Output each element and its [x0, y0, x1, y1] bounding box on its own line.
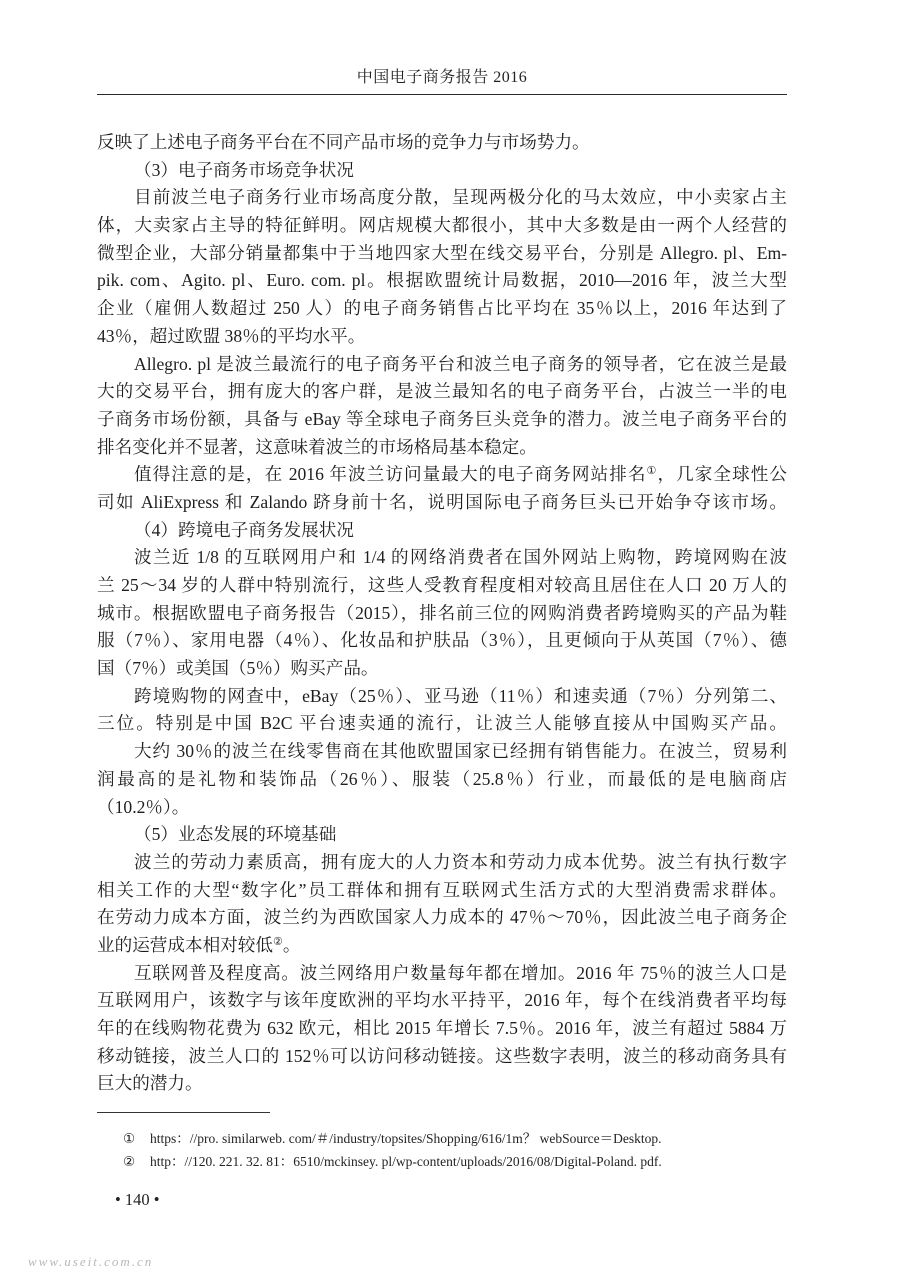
text-line: 互联网普及程度高。波兰网络用户数量每年都在增加。2016 年 75％的波兰人口是 [134, 962, 787, 983]
text-line: 兰 25～34 岁的人群中特别流行，这些人受教育程度相对较高且居住在人口 20 万人的 [97, 575, 787, 595]
text-line: 国（7％）或美国（5％）购买产品。 [97, 658, 379, 679]
text-line: 巨大的潜力。 [97, 1073, 203, 1094]
text-line: 润最高的是礼物和装饰品（26％）、服装（25.8％）行业，而最低的是电脑商店 [97, 768, 787, 789]
text-line: 反映了上述电子商务平台在不同产品市场的竞争力与市场势力。 [97, 132, 590, 152]
line-text: ，几家全球性公 [657, 464, 787, 485]
text-line: 大的交易平台，拥有庞大的客户群，是波兰最知名的电子商务平台，占波兰一半的电 [97, 381, 787, 402]
text-line: 城市。根据欧盟电子商务报告（2015），排名前三位的网购消费者跨境购买的产品为鞋 [97, 602, 787, 623]
text-line: Allegro. pl 是波兰最流行的电子商务平台和波兰电子商务的领导者，它在波兰是最 [134, 353, 787, 374]
text-line: 波兰近 1/8 的互联网用户和 1/4 的网络消费者在国外网站上购物，跨境网购在波 [134, 547, 787, 568]
paragraph [97, 184, 787, 350]
text-line: 相关工作的大型“数字化”员工群体和拥有互联网式生活方式的大型消费需求群体。 [97, 879, 787, 900]
footnotes [97, 1127, 787, 1173]
text-line [97, 932, 787, 960]
text-line: pik. com、Agito. pl、Euro. com. pl。根据欧盟统计局数据，2010—2016 年，波兰大型 [97, 270, 787, 291]
text-line: 年的在线购物花费为 632 欧元，相比 2015 年增长 7.5％。2016 年，波兰有超过 5884 万 [97, 1018, 787, 1038]
text-line: 企业（雇佣人数超过 250 人）的电子商务销售占比平均在 35％以上，2016 年达到了 [97, 298, 787, 319]
watermark: www.useit.com.cn [28, 1254, 154, 1269]
footnote [97, 1127, 787, 1150]
paragraph [97, 738, 787, 821]
text-line: 体，大卖家占主导的特征鲜明。网店规模大都很小，其中大多数是由一两个人经营的 [97, 215, 787, 236]
text-line: 互联网用户，该数字与该年度欧洲的平均水平持平，2016 年，每个在线消费者平均每 [97, 990, 787, 1011]
footnote-text: http：//120. 221. 32. 81：6510/mckinsey. pl/wp-content/uploads/2016/08/Digital-Poland. pdf. [150, 1154, 662, 1169]
text-line: 大约 30％的波兰在线零售商在其他欧盟国家已经拥有销售能力。在波兰，贸易利 [134, 741, 787, 762]
footnote-marker: ② [272, 935, 283, 948]
footnote-mark: ② [123, 1154, 136, 1169]
footnote-text: https：//pro. similarweb. com/＃/industry/topsites/Shopping/616/1m？ webSource＝Desktop. [150, 1131, 662, 1146]
paragraph [97, 683, 787, 738]
text-line: 43％，超过欧盟 38％的平均水平。 [97, 325, 366, 346]
text-line [97, 461, 787, 489]
page-number: • 140 • [115, 1190, 160, 1209]
text-line: 在劳动力成本方面，波兰约为西欧国家人力成本的 47％～70％，因此波兰电子商务企 [97, 907, 787, 928]
footnote-rule [97, 1112, 270, 1113]
section-heading [97, 517, 787, 545]
line-text: 业的运营成本相对较低 [97, 934, 273, 955]
paragraph [97, 351, 787, 462]
footnote-marker: ① [646, 465, 658, 478]
line-text: 。 [282, 934, 301, 955]
text-line: 司如 AliExpress 和 Zalando 跻身前十名，说明国际电子商务巨头已开始争夺该市场。 [97, 491, 787, 512]
paragraph [97, 849, 787, 960]
body-text [97, 129, 787, 1098]
running-header: 中国电子商务报告 2016 [356, 69, 528, 86]
text-line: 移动链接，波兰人口的 152％可以访问移动链接。这些数字表明，波兰的移动商务具有 [97, 1045, 787, 1066]
text-line: （4）跨境电子商务发展状况 [134, 519, 354, 540]
paragraph [97, 544, 787, 682]
text-line: 目前波兰电子商务行业市场高度分散，呈现两极分化的马太效应，中小卖家占主 [134, 187, 787, 208]
section-heading [97, 821, 787, 849]
text-line: （5）业态发展的环境基础 [134, 824, 337, 845]
text-line: 排名变化并不显著，这意味着波兰的市场格局基本稳定。 [97, 436, 537, 457]
text-line: （10.2％）。 [97, 796, 190, 817]
text-line: 三位。特别是中国 B2C 平台速卖通的流行，让波兰人能够直接从中国购买产品。 [97, 713, 787, 734]
paragraph [97, 129, 787, 157]
text-line: 微型企业，大部分销量都集中于当地四家大型在线交易平台，分别是 Allegro. pl、Em- [97, 242, 787, 263]
line-text: 值得注意的是，在 2016 年波兰访问量最大的电子商务网站排名 [134, 464, 647, 485]
paragraph [97, 461, 787, 516]
paragraph [97, 960, 787, 1098]
header-rule [97, 94, 787, 95]
text-line: 子商务市场份额，具备与 eBay 等全球电子商务巨头竞争的潜力。波兰电子商务平台的 [97, 408, 787, 429]
footnote [97, 1150, 787, 1173]
text-line: （3）电子商务市场竞争状况 [134, 159, 354, 180]
text-line: 跨境购物的网查中，eBay（25％）、亚马逊（11％）和速卖通（7％）分列第二、 [134, 685, 787, 706]
footnote-mark: ① [123, 1131, 136, 1146]
section-heading [97, 157, 787, 185]
text-line: 波兰的劳动力素质高，拥有庞大的人力资本和劳动力成本优势。波兰有执行数字 [134, 851, 787, 872]
text-line: 服（7％）、家用电器（4％）、化妆品和护肤品（3％），且更倾向于从英国（7％）、德 [97, 630, 787, 651]
